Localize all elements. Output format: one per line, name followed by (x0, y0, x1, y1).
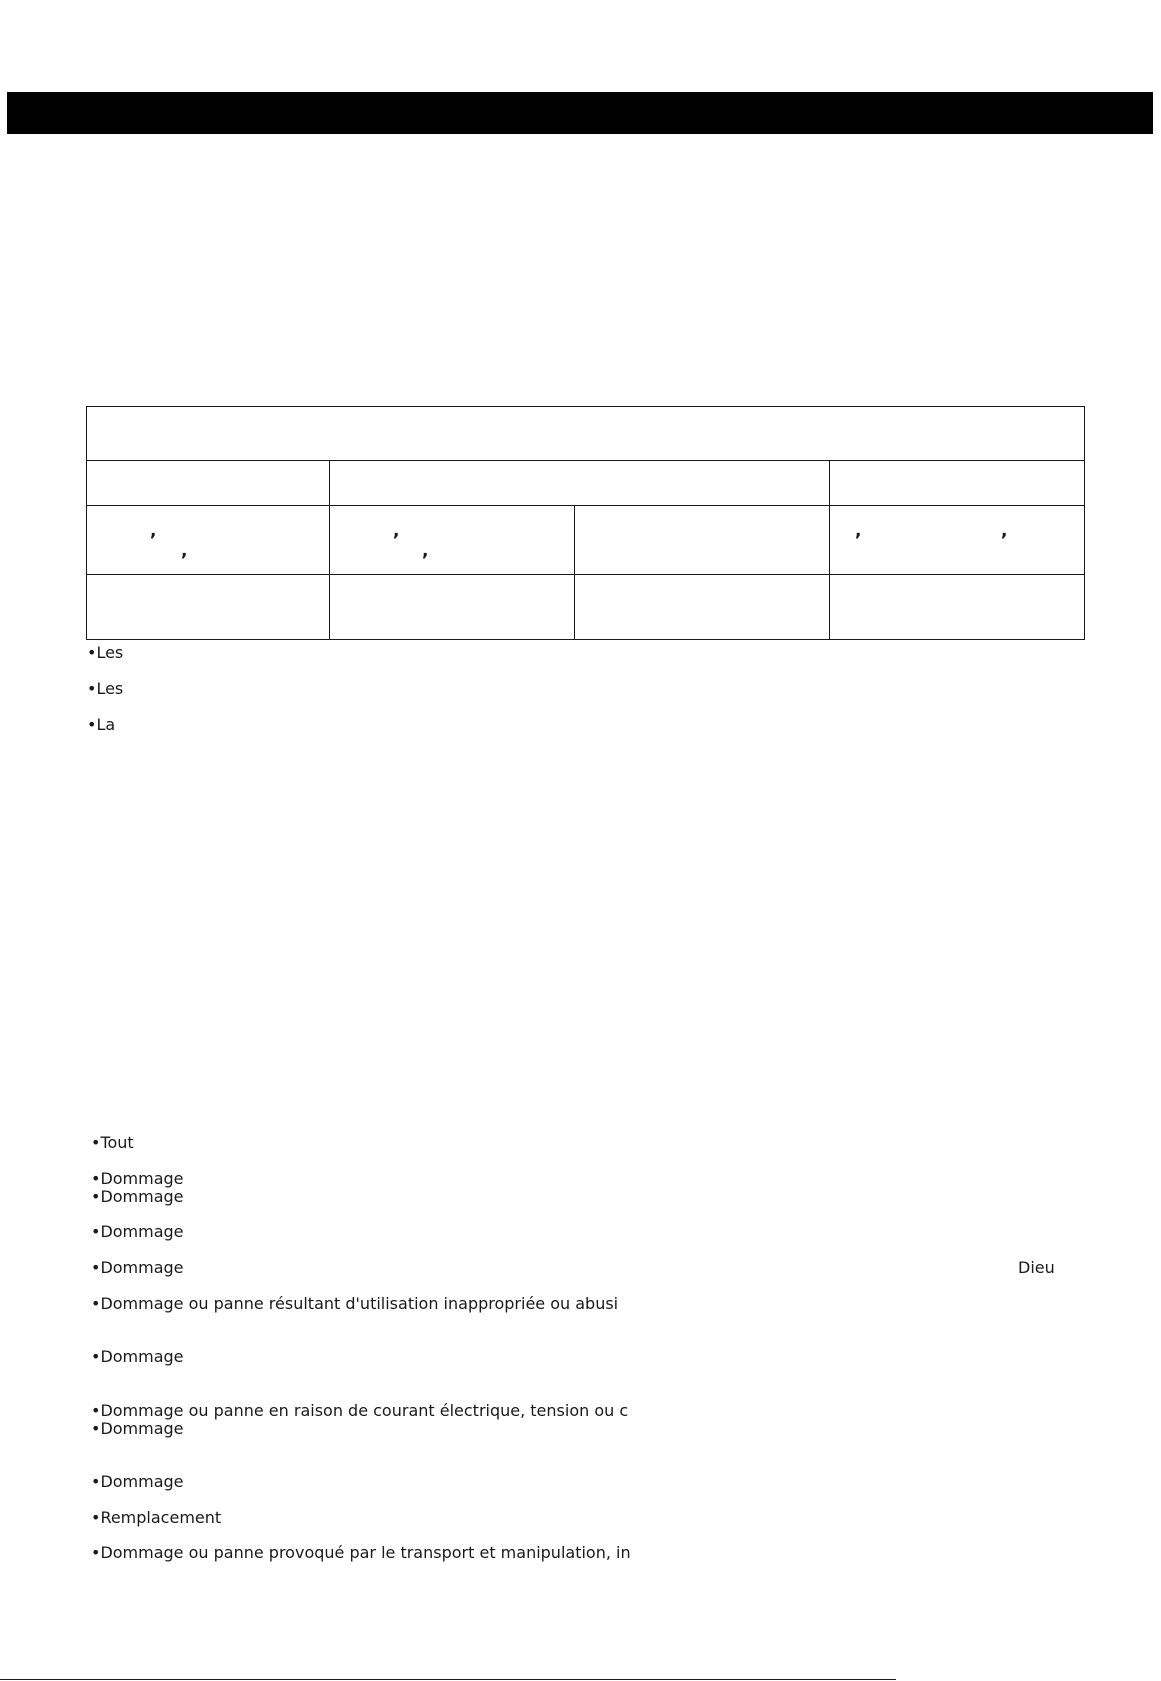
exclusion-text: Dommage (100, 1222, 184, 1241)
table-row-divider (87, 460, 1084, 461)
bullet: • (87, 643, 97, 662)
table-cell-comma: , (181, 541, 188, 561)
table-cell-comma: , (422, 541, 429, 561)
note-text: La (96, 715, 116, 734)
exclusion-item (91, 1545, 631, 1561)
table-cell-comma: , (855, 521, 862, 541)
bullet: • (91, 1187, 101, 1206)
table-cell-comma: , (1001, 521, 1008, 541)
exclusion-text: Dommage (100, 1347, 184, 1366)
exclusion-fragment: Dieu (1018, 1258, 1055, 1277)
bullet: • (91, 1472, 101, 1491)
bullet: • (91, 1401, 101, 1420)
note-item (87, 645, 123, 661)
exclusion-item (91, 1171, 184, 1187)
exclusion-item (91, 1296, 618, 1312)
exclusion-item (91, 1224, 184, 1240)
exclusion-text: Dommage (100, 1258, 184, 1277)
table-col-divider (574, 505, 575, 639)
bullet: • (91, 1222, 101, 1241)
bullet: • (91, 1133, 101, 1152)
exclusion-item (91, 1135, 134, 1151)
table-cell-comma: , (150, 521, 157, 541)
exclusion-item (91, 1349, 184, 1365)
bullet: • (91, 1258, 101, 1277)
bullet: • (87, 715, 97, 734)
note-item (87, 681, 123, 697)
bullet: • (91, 1347, 101, 1366)
exclusion-text: Dommage (100, 1187, 184, 1206)
exclusion-text: Dommage ou panne en raison de courant électrique, tension ou c (100, 1401, 629, 1420)
bullet: • (87, 679, 97, 698)
footer-rule (0, 1679, 896, 1680)
exclusion-text: Dommage (100, 1472, 184, 1491)
exclusion-text: Remplacement (100, 1508, 222, 1527)
exclusion-item (91, 1510, 221, 1526)
table-col-divider (329, 460, 330, 639)
table-col-divider (829, 460, 830, 639)
exclusion-text: Dommage ou panne résultant d'utilisation inappropriée ou abusi (100, 1294, 619, 1313)
exclusion-item (91, 1474, 184, 1490)
exclusion-item (91, 1260, 184, 1276)
bullet: • (91, 1169, 101, 1188)
bullet: • (91, 1294, 101, 1313)
exclusion-text: Tout (100, 1133, 134, 1152)
bullet: • (91, 1508, 101, 1527)
note-item (87, 717, 115, 733)
bullet: • (91, 1419, 101, 1438)
exclusion-item (91, 1403, 628, 1419)
exclusion-item (91, 1189, 184, 1205)
table-row-divider (87, 574, 1084, 575)
section-header-bar (7, 92, 1153, 134)
warranty-table (86, 406, 1085, 640)
exclusion-text: Dommage (100, 1169, 184, 1188)
table-row-divider (87, 505, 1084, 506)
note-text: Les (96, 679, 124, 698)
table-cell-comma: , (393, 521, 400, 541)
exclusion-item (91, 1421, 184, 1437)
bullet: • (91, 1543, 101, 1562)
note-text: Les (96, 643, 124, 662)
exclusion-text: Dommage (100, 1419, 184, 1438)
exclusion-text: Dommage ou panne provoqué par le transport et manipulation, in (100, 1543, 631, 1562)
